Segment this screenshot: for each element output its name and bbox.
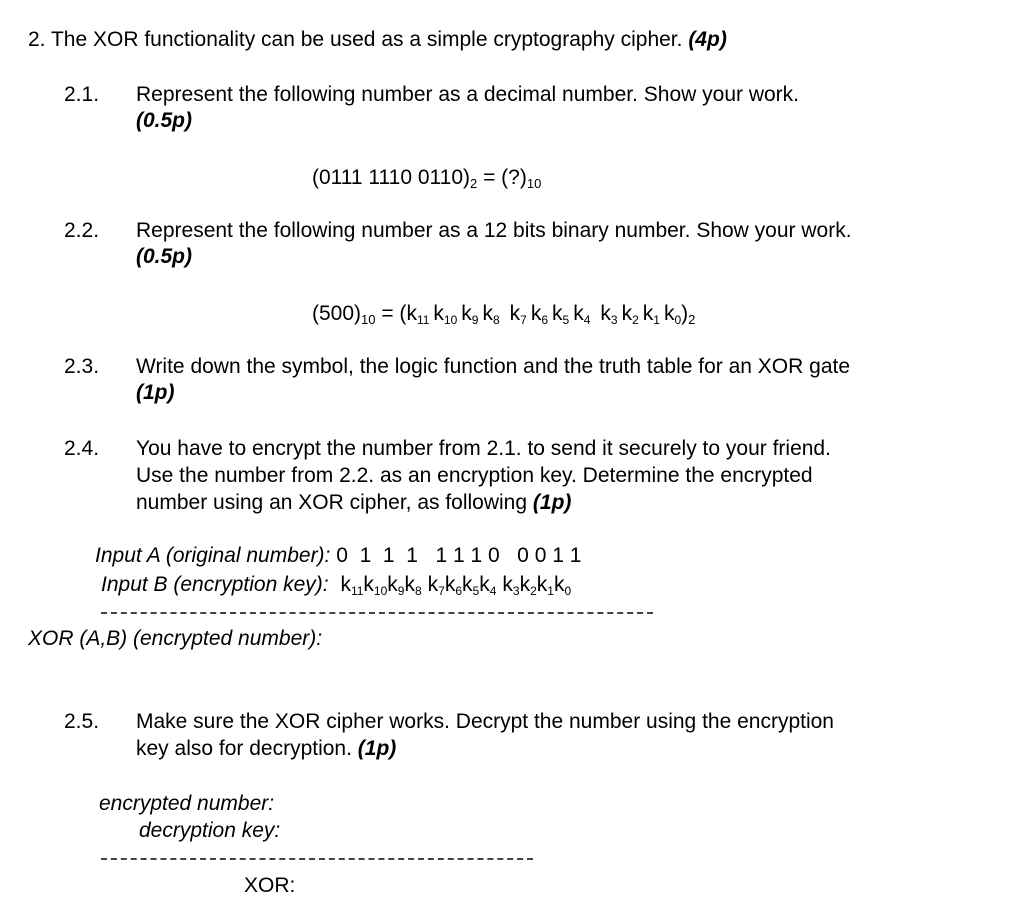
q2-formula-close: ) (681, 302, 689, 325)
q2-formula (312, 301, 695, 327)
q1-number: 2.1. (64, 83, 100, 106)
key-bit-letter: k (502, 573, 513, 596)
key-bit-letter: k (600, 302, 611, 325)
q4-number: 2.4. (64, 437, 100, 460)
key-bit-letter: k (406, 302, 417, 325)
key-bit (664, 302, 681, 325)
key-bit-letter: k (482, 302, 493, 325)
key-bit-letter: k (461, 302, 472, 325)
q2-text: Represent the following number as a 12 bits binary number. Show your work. (136, 219, 852, 242)
key-bit (554, 573, 571, 596)
key-bit-index: 0 (564, 584, 572, 598)
key-bit-letter: k (530, 302, 542, 325)
input-a-label: Input A (original number): (95, 544, 331, 567)
key-bit-index: 1 (653, 313, 660, 327)
key-bit-letter: k (642, 302, 654, 325)
key-bit-letter: k (553, 573, 565, 596)
key-bit (406, 302, 429, 325)
key-bit-index: 7 (520, 313, 527, 327)
key-bit (479, 573, 496, 596)
key-bit-index: 8 (414, 584, 422, 598)
key-bit-index: 7 (438, 584, 445, 598)
key-bit (461, 302, 478, 325)
key-bit (537, 573, 554, 596)
key-bit (552, 302, 569, 325)
key-bit-index: 9 (471, 313, 479, 327)
key-bit (502, 573, 519, 596)
key-bit-index: 8 (492, 313, 500, 327)
key-bit-index: 2 (632, 313, 639, 327)
q4-line3 (136, 490, 571, 516)
xor-result-label: XOR: (244, 874, 296, 897)
key-bit-letter: k (433, 302, 444, 325)
q2-number: 2.2. (64, 219, 100, 242)
input-a-value: 0 1 1 1 1 1 1 0 0 0 1 1 (336, 544, 582, 567)
q3-text: Write down the symbol, the logic function and the truth table for an XOR gate (136, 355, 851, 378)
q2-points: (0.5p) (136, 245, 193, 268)
q1-formula (312, 165, 541, 191)
key-bit-index: 9 (397, 584, 405, 598)
key-bit-letter: k (519, 573, 531, 596)
q5-line2-text: key also for decryption. (136, 737, 352, 760)
key-bit-index: 6 (455, 584, 463, 598)
q5-line2 (136, 736, 396, 762)
divider-line (101, 612, 653, 614)
q2-bit-sequence (406, 302, 681, 325)
key-bit-index: 4 (583, 313, 591, 327)
key-bit-letter: k (427, 573, 439, 596)
key-bit-index: 5 (562, 313, 570, 327)
q5-points: (1p) (357, 737, 397, 760)
q4-points: (1p) (532, 491, 572, 514)
key-bit-index: 1 (547, 584, 554, 598)
key-bit-letter: k (663, 302, 675, 325)
key-bit (510, 302, 527, 325)
key-bit (404, 573, 421, 596)
key-bit-letter: k (621, 302, 633, 325)
key-bit-index: 4 (489, 584, 497, 598)
key-bit-letter: k (536, 573, 548, 596)
key-bit (600, 302, 617, 325)
input-b-row (101, 572, 571, 598)
q3-points: (1p) (136, 381, 175, 404)
q1-points: (0.5p) (136, 109, 193, 132)
heading-points: (4p) (688, 28, 727, 51)
key-bit-letter: k (404, 573, 415, 596)
q1-base-to: 10 (526, 176, 542, 191)
key-bit-index: 0 (674, 313, 682, 327)
key-bit (363, 573, 387, 596)
input-b-key-bits (340, 573, 571, 596)
key-bit-letter: k (340, 573, 351, 596)
divider-line (101, 858, 533, 860)
q4-line2: Use the number from 2.2. as an encryption key. Determine the encrypted (136, 464, 813, 487)
key-bit (445, 573, 462, 596)
key-bit (482, 302, 499, 325)
key-bit-index: 10 (373, 584, 388, 598)
key-bit-letter: k (552, 302, 563, 325)
decryption-key-label: decryption key: (139, 819, 281, 842)
q2-base-from: 10 (361, 312, 376, 327)
key-bit-letter: k (509, 302, 521, 325)
q1-text: Represent the following number as a decimal number. Show your work. (136, 83, 799, 106)
key-bit-letter: k (363, 573, 374, 596)
key-bit (462, 573, 479, 596)
input-b-label: Input B (encryption key): (101, 573, 329, 596)
q5-line1: Make sure the XOR cipher works. Decrypt the number using the encryption (136, 710, 834, 733)
key-bit-index: 2 (530, 584, 537, 598)
problem-heading (28, 27, 727, 53)
key-bit-index: 5 (472, 584, 480, 598)
q2-formula-eq: = ( (375, 302, 407, 325)
q2-formula-decimal: (500) (312, 302, 362, 325)
key-bit (520, 573, 537, 596)
key-bit (387, 573, 404, 596)
key-bit (340, 573, 363, 596)
key-bit-index: 11 (350, 584, 364, 598)
input-a-row (95, 543, 581, 569)
q4-line1: You have to encrypt the number from 2.1. to send it securely to your friend. (136, 437, 831, 460)
key-bit-letter: k (387, 573, 398, 596)
key-bit (622, 302, 639, 325)
q1-formula-eq: = (?) (477, 166, 527, 189)
key-bit (643, 302, 660, 325)
key-bit-letter: k (479, 573, 490, 596)
key-bit (433, 302, 457, 325)
key-bit (573, 302, 590, 325)
q3-number: 2.3. (64, 355, 100, 378)
key-bit-index: 10 (443, 313, 458, 327)
q2-base-to: 2 (688, 312, 696, 327)
q1-base-from: 2 (470, 176, 478, 191)
heading-text: 2. The XOR functionality can be used as a simple cryptography cipher. (28, 28, 683, 51)
key-bit-letter: k (573, 302, 584, 325)
key-bit-index: 3 (610, 313, 618, 327)
encrypted-number-label: encrypted number: (99, 792, 275, 815)
xor-ab-label: XOR (A,B) (encrypted number): (28, 627, 323, 650)
key-bit (428, 573, 445, 596)
q5-number: 2.5. (64, 710, 100, 733)
key-bit-index: 6 (541, 313, 549, 327)
key-bit-index: 11 (416, 313, 430, 327)
q1-formula-binary: (0111 1110 0110) (312, 166, 471, 189)
q4-line3-text: number using an XOR cipher, as following (136, 491, 528, 514)
key-bit-letter: k (462, 573, 473, 596)
key-bit-letter: k (444, 573, 456, 596)
key-bit-index: 3 (512, 584, 520, 598)
key-bit (531, 302, 548, 325)
